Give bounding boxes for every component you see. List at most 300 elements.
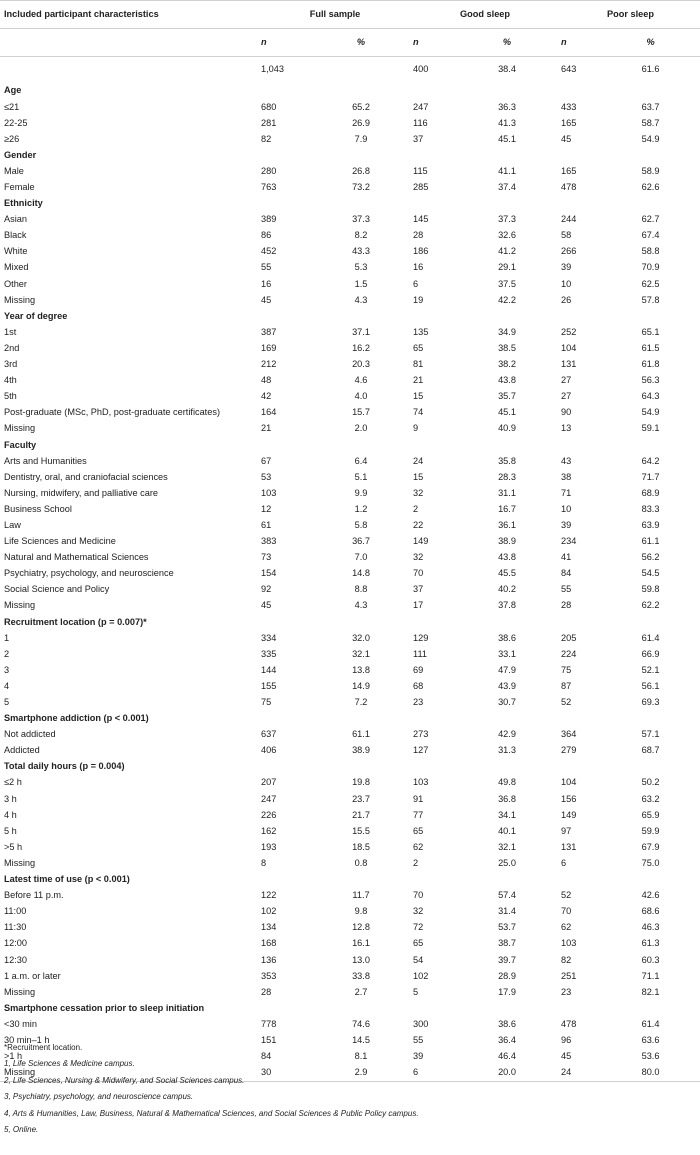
poor-n-cell: 96 xyxy=(561,1034,572,1045)
row-label: Arts and Humanities xyxy=(4,455,87,466)
table-row xyxy=(0,839,700,855)
poor-n-cell: 41 xyxy=(561,552,572,563)
full-pct-cell: 33.8 xyxy=(352,970,370,981)
full-pct-cell: 13.8 xyxy=(352,664,370,675)
empty-cell xyxy=(597,759,700,775)
good-n-cell: 129 xyxy=(413,632,429,643)
empty-cell xyxy=(557,1000,597,1016)
good-pct-cell: 39.7 xyxy=(498,954,516,965)
table-row xyxy=(0,598,700,614)
table-row xyxy=(0,357,700,373)
full-n-cell: 30 xyxy=(257,1065,309,1082)
empty-cell xyxy=(453,308,557,324)
poor-n-cell: 62 xyxy=(561,922,572,933)
good-n-cell: 32 xyxy=(413,906,424,917)
full-n-cell: 151 xyxy=(261,1034,277,1045)
full-n-cell: 169 xyxy=(261,342,277,353)
table-row xyxy=(0,791,700,807)
poor-n-cell: 55 xyxy=(561,584,572,595)
row-label: 5th xyxy=(4,391,17,402)
poor-pct-cell: 70.9 xyxy=(641,262,660,273)
good-n-cell: 300 xyxy=(413,1018,429,1029)
row-label: Psychiatry, psychology, and neuroscience xyxy=(4,568,174,579)
good-n-cell: 15 xyxy=(413,391,424,402)
poor-n-cell: 156 xyxy=(561,793,577,804)
section-header-row xyxy=(0,437,700,453)
row-label: 3 h xyxy=(4,793,17,804)
poor-pct-cell: 59.9 xyxy=(641,825,660,836)
full-pct-cell: 32.0 xyxy=(352,632,370,643)
total-row xyxy=(0,57,700,84)
good-pct-cell: 45.1 xyxy=(498,407,516,418)
poor-pct-cell: 83.3 xyxy=(641,503,660,514)
good-n-cell: 145 xyxy=(413,214,429,225)
table-row xyxy=(0,469,700,485)
poor-pct-cell: 63.2 xyxy=(641,793,660,804)
full-n-cell: 84 xyxy=(261,1051,272,1062)
poor-n-cell: 71 xyxy=(561,487,572,498)
full-n-cell: 8 xyxy=(261,857,267,868)
full-pct-cell: 7.0 xyxy=(354,552,368,563)
table-row xyxy=(0,582,700,598)
good-pct-cell: 37.3 xyxy=(498,214,516,225)
poor-n-cell: 224 xyxy=(561,648,577,659)
full-pct-cell: 15.7 xyxy=(352,407,370,418)
full-pct-cell: 16.2 xyxy=(352,342,370,353)
poor-pct-cell: 67.4 xyxy=(641,230,660,241)
section-label: Smartphone cessation prior to sleep initiation xyxy=(4,1002,205,1013)
empty-cell xyxy=(597,711,700,727)
good-pct-cell: 34.1 xyxy=(498,809,516,820)
section-header-row xyxy=(0,83,700,99)
poor-n-cell: 252 xyxy=(561,326,577,337)
empty-cell xyxy=(309,147,409,163)
good-n-cell: 54 xyxy=(413,954,424,965)
good-n-cell: 28 xyxy=(413,230,424,241)
good-n-cell: 149 xyxy=(413,536,429,547)
poor-n-cell: 234 xyxy=(561,536,577,547)
empty-cell xyxy=(257,1000,309,1016)
poor-n-cell: 70 xyxy=(561,906,572,917)
good-pct-cell: 38.6 xyxy=(498,1018,516,1029)
poor-pct-cell: 61.3 xyxy=(641,938,660,949)
full-n-cell: 144 xyxy=(261,664,277,675)
good-pct-cell: 57.4 xyxy=(498,890,516,901)
good-n-cell: 39 xyxy=(413,1051,424,1062)
full-pct-cell: 32.1 xyxy=(352,648,370,659)
table-row xyxy=(0,727,700,743)
table-row xyxy=(0,534,700,550)
table-footnotes xyxy=(4,1040,419,1138)
poor-n-cell: 52 xyxy=(561,890,572,901)
full-n-cell: 406 xyxy=(261,745,277,756)
poor-n-cell: 131 xyxy=(561,359,577,370)
good-pct-cell: 43.8 xyxy=(498,375,516,386)
row-label: Before 11 p.m. xyxy=(4,890,64,901)
row-label: Black xyxy=(4,230,27,241)
header-full-n: n xyxy=(257,29,309,57)
full-pct-cell: 7.2 xyxy=(354,697,368,707)
poor-n-cell: 643 xyxy=(561,64,577,75)
table-row xyxy=(0,389,700,405)
good-pct-cell: 40.9 xyxy=(498,423,516,434)
poor-pct-cell: 59.8 xyxy=(641,584,660,595)
full-n-cell: 281 xyxy=(261,117,277,128)
poor-n-cell: 39 xyxy=(561,519,572,530)
table-row xyxy=(0,743,700,759)
full-pct-cell: 19.8 xyxy=(352,777,370,788)
good-n-cell: 65 xyxy=(413,938,424,949)
section-label: Recruitment location (p = 0.007)* xyxy=(4,616,147,627)
poor-n-cell: 104 xyxy=(561,777,577,788)
row-label: 1 xyxy=(4,632,10,643)
full-n-cell: 134 xyxy=(261,922,277,933)
row-label: 3rd xyxy=(4,359,18,370)
table-row xyxy=(0,1016,700,1032)
good-pct-cell: 31.3 xyxy=(498,745,516,756)
poor-pct-cell: 61.4 xyxy=(641,1018,660,1029)
good-n-cell: 9 xyxy=(413,423,419,434)
good-pct-cell: 25.0 xyxy=(498,857,516,868)
empty-cell xyxy=(453,196,557,212)
full-pct-cell: 2.0 xyxy=(354,423,368,434)
good-pct-cell: 31.1 xyxy=(498,487,516,498)
empty-cell xyxy=(409,872,453,888)
row-label: 3 xyxy=(4,664,10,675)
poor-pct-cell: 56.1 xyxy=(641,680,660,691)
full-n-cell: 164 xyxy=(261,407,277,418)
good-pct-cell: 20.0 xyxy=(453,1065,557,1082)
empty-cell xyxy=(309,759,409,775)
good-n-cell: 5 xyxy=(413,986,419,997)
table-row xyxy=(0,212,700,228)
good-n-cell: 6 xyxy=(409,1065,453,1082)
table-row xyxy=(0,292,700,308)
good-pct-cell: 32.1 xyxy=(498,841,516,852)
poor-n-cell: 10 xyxy=(561,278,572,289)
row-label: Dentistry, oral, and craniofacial sciences xyxy=(4,471,168,482)
poor-n-cell: 205 xyxy=(561,632,577,643)
section-label: Year of degree xyxy=(4,310,68,321)
poor-n-cell: 279 xyxy=(561,745,577,756)
good-n-cell: 55 xyxy=(413,1034,424,1045)
full-n-cell: 45 xyxy=(261,600,272,611)
full-pct-cell: 6.4 xyxy=(354,455,368,466)
good-n-cell: 273 xyxy=(413,729,429,740)
empty-cell xyxy=(309,1000,409,1016)
empty-cell xyxy=(409,711,453,727)
row-label: Asian xyxy=(4,214,27,225)
good-n-cell: 70 xyxy=(413,890,424,901)
full-n-cell: 335 xyxy=(261,648,277,659)
table-row xyxy=(0,984,700,1000)
full-n-cell: 61 xyxy=(261,519,272,530)
table-row xyxy=(0,324,700,340)
table-row xyxy=(0,952,700,968)
full-pct-cell: 38.9 xyxy=(352,745,370,756)
good-pct-cell: 53.7 xyxy=(498,922,516,933)
row-label: ≤2 h xyxy=(4,777,22,788)
full-n-cell: 637 xyxy=(261,729,277,740)
table-row xyxy=(0,566,700,582)
full-pct-cell: 4.6 xyxy=(354,375,368,386)
table-row xyxy=(0,244,700,260)
good-n-cell: 135 xyxy=(413,326,429,337)
poor-n-cell: 97 xyxy=(561,825,572,836)
good-n-cell: 116 xyxy=(413,117,428,128)
full-n-cell: 212 xyxy=(261,359,277,370)
full-n-cell: 102 xyxy=(261,906,277,917)
good-pct-cell: 36.3 xyxy=(498,101,516,112)
poor-n-cell: 38 xyxy=(561,471,572,482)
poor-pct-cell: 61.5 xyxy=(641,342,660,353)
poor-n-cell: 433 xyxy=(561,101,577,112)
good-pct-cell: 38.7 xyxy=(498,938,516,949)
row-label: Post-graduate (MSc, PhD, post-graduate certificates) xyxy=(4,407,221,418)
row-label: Male xyxy=(4,165,24,176)
good-n-cell: 37 xyxy=(413,584,424,595)
good-n-cell: 111 xyxy=(413,648,427,659)
table-row xyxy=(0,501,700,517)
table-body xyxy=(0,57,700,1082)
header-poor-pct: % xyxy=(597,29,700,57)
row-label: 4th xyxy=(4,375,17,386)
good-n-cell: 102 xyxy=(413,970,429,981)
poor-n-cell: 478 xyxy=(561,182,577,192)
table-row xyxy=(0,662,700,678)
table-row xyxy=(0,888,700,904)
full-n-cell: 122 xyxy=(261,890,277,901)
row-label: 4 h xyxy=(4,809,17,820)
poor-pct-cell: 61.1 xyxy=(641,536,660,547)
table-row xyxy=(0,373,700,389)
table-row xyxy=(0,936,700,952)
good-pct-cell: 38.5 xyxy=(498,342,516,353)
empty-cell xyxy=(309,196,409,212)
row-label: Missing xyxy=(4,294,36,305)
full-pct-cell: 2.9 xyxy=(309,1065,409,1082)
good-n-cell: 127 xyxy=(413,745,429,756)
good-n-cell: 2 xyxy=(413,503,419,514)
section-label: Faculty xyxy=(4,439,37,450)
full-n-cell: 207 xyxy=(261,777,277,788)
good-n-cell: 19 xyxy=(413,294,424,305)
good-n-cell: 32 xyxy=(413,487,424,498)
row-label: ≥26 xyxy=(4,133,20,144)
good-pct-cell: 16.7 xyxy=(498,503,516,514)
empty-cell xyxy=(409,437,453,453)
empty-cell xyxy=(309,437,409,453)
poor-n-cell: 45 xyxy=(561,133,572,144)
good-n-cell: 65 xyxy=(413,825,424,836)
row-label: 2nd xyxy=(4,342,20,353)
full-pct-cell: 8.1 xyxy=(354,1051,368,1062)
good-n-cell: 74 xyxy=(413,407,424,418)
poor-n-cell: 165 xyxy=(561,165,577,176)
full-n-cell: 168 xyxy=(261,938,277,949)
poor-pct-cell: 54.9 xyxy=(641,133,660,144)
full-pct-cell: 23.7 xyxy=(352,793,370,804)
section-header-row xyxy=(0,759,700,775)
full-n-cell: 155 xyxy=(261,680,277,691)
header-poor-n: n xyxy=(557,29,597,57)
full-pct-cell: 12.8 xyxy=(352,922,370,933)
table-row xyxy=(0,453,700,469)
full-n-cell: 389 xyxy=(261,214,277,225)
full-pct-cell: 43.3 xyxy=(352,246,370,257)
full-n-cell: 353 xyxy=(261,970,277,981)
full-n-cell: 21 xyxy=(261,423,272,434)
full-pct-cell: 26.9 xyxy=(352,117,370,128)
full-n-cell: 383 xyxy=(261,536,277,547)
full-pct-cell: 73.2 xyxy=(352,182,370,192)
good-pct-cell: 32.6 xyxy=(498,230,516,241)
row-label: Natural and Mathematical Sciences xyxy=(4,552,149,563)
empty-cell xyxy=(597,614,700,630)
poor-pct-cell: 80.0 xyxy=(597,1065,700,1082)
good-pct-cell: 40.2 xyxy=(498,584,516,595)
empty-cell xyxy=(557,872,597,888)
poor-n-cell: 45 xyxy=(561,1051,572,1062)
poor-pct-cell: 65.1 xyxy=(641,326,660,337)
header-full-sample: Full sample xyxy=(257,1,409,29)
table-row xyxy=(0,646,700,662)
good-pct-cell: 46.4 xyxy=(498,1051,516,1062)
table-row xyxy=(0,180,700,196)
full-pct-cell: 18.5 xyxy=(352,841,370,852)
poor-n-cell: 13 xyxy=(561,423,572,434)
good-n-cell: 65 xyxy=(413,342,424,353)
poor-n-cell: 104 xyxy=(561,342,577,353)
good-pct-cell: 42.9 xyxy=(498,729,516,740)
poor-pct-cell: 54.9 xyxy=(641,407,660,418)
section-header-row xyxy=(0,196,700,212)
poor-n-cell: 90 xyxy=(561,407,572,418)
empty-cell xyxy=(453,147,557,163)
poor-pct-cell: 68.9 xyxy=(641,487,660,498)
poor-pct-cell: 62.5 xyxy=(641,278,660,289)
poor-pct-cell: 62.7 xyxy=(641,214,660,225)
empty-cell xyxy=(557,83,597,99)
empty-cell xyxy=(257,196,309,212)
good-n-cell: 15 xyxy=(413,471,424,482)
poor-pct-cell: 58.7 xyxy=(641,117,660,128)
poor-pct-cell: 56.3 xyxy=(641,375,660,386)
good-pct-cell: 38.4 xyxy=(498,64,516,75)
good-pct-cell: 28.3 xyxy=(498,471,516,482)
full-n-cell: 86 xyxy=(261,230,272,241)
full-n-cell: 334 xyxy=(261,632,277,643)
table-row xyxy=(0,807,700,823)
poor-pct-cell: 71.1 xyxy=(641,970,660,981)
table-row xyxy=(0,341,700,357)
full-pct-cell: 16.1 xyxy=(352,938,370,949)
table-row xyxy=(0,968,700,984)
full-pct-cell: 37.3 xyxy=(352,214,370,225)
poor-pct-cell: 66.9 xyxy=(641,648,660,659)
full-pct-cell: 26.8 xyxy=(352,165,370,176)
poor-pct-cell: 59.1 xyxy=(641,423,660,434)
section-label: Ethnicity xyxy=(4,198,43,209)
table-row xyxy=(0,678,700,694)
header-good-pct: % xyxy=(453,29,557,57)
empty-cell xyxy=(557,711,597,727)
full-pct-cell: 21.7 xyxy=(352,809,370,820)
empty-cell xyxy=(453,83,557,99)
empty-cell xyxy=(557,196,597,212)
good-n-cell: 103 xyxy=(413,777,429,788)
good-pct-cell: 30.7 xyxy=(498,697,516,707)
table-row xyxy=(0,276,700,292)
good-pct-cell: 38.6 xyxy=(498,632,516,643)
row-label: <30 min xyxy=(4,1018,37,1029)
row-label: >1 h xyxy=(4,1051,23,1062)
row-label: Female xyxy=(4,182,35,192)
full-n-cell: 48 xyxy=(261,375,272,386)
row-label: Missing xyxy=(4,986,36,997)
full-n-cell: 226 xyxy=(261,809,277,820)
full-pct-cell: 11.7 xyxy=(352,890,370,901)
full-n-cell: 45 xyxy=(261,294,272,305)
row-label: 30 min–1 h xyxy=(4,1034,50,1045)
table-row xyxy=(0,131,700,147)
header-row-subcolumns xyxy=(0,29,700,57)
empty-cell xyxy=(257,308,309,324)
full-n-cell: 67 xyxy=(261,455,272,466)
good-n-cell: 62 xyxy=(413,841,424,852)
poor-pct-cell: 58.8 xyxy=(641,246,660,257)
full-n-cell: 16 xyxy=(261,278,272,289)
poor-pct-cell: 69.3 xyxy=(641,697,660,707)
full-pct-cell: 9.9 xyxy=(354,487,368,498)
row-label: ≤21 xyxy=(4,101,20,112)
good-n-cell: 68 xyxy=(413,680,424,691)
section-label: Latest time of use (p < 0.001) xyxy=(4,874,130,885)
poor-n-cell: 149 xyxy=(561,809,577,820)
full-n-cell: 55 xyxy=(261,262,272,273)
full-pct-cell: 13.0 xyxy=(352,954,370,965)
poor-pct-cell: 54.5 xyxy=(641,568,660,579)
poor-pct-cell: 63.6 xyxy=(641,1034,660,1045)
good-pct-cell: 38.2 xyxy=(498,359,516,370)
good-n-cell: 16 xyxy=(413,262,424,273)
table-row xyxy=(0,904,700,920)
row-label: 12:30 xyxy=(4,954,27,965)
header-full-pct: % xyxy=(309,29,409,57)
full-pct-cell: 14.5 xyxy=(352,1034,370,1045)
row-label: Other xyxy=(4,278,27,289)
row-label: Business School xyxy=(4,503,72,514)
row-label: 11:00 xyxy=(4,906,27,917)
good-pct-cell: 35.8 xyxy=(498,455,516,466)
full-pct-cell: 5.8 xyxy=(354,519,368,530)
good-n-cell: 285 xyxy=(413,182,429,192)
full-pct-cell: 1.2 xyxy=(354,503,368,514)
table-row xyxy=(0,823,700,839)
table-row xyxy=(0,485,700,501)
good-pct-cell: 38.9 xyxy=(498,536,516,547)
empty-cell xyxy=(409,308,453,324)
full-pct-cell: 65.2 xyxy=(352,101,370,112)
footnote: *Recruitment location. xyxy=(4,1043,83,1052)
empty-cell xyxy=(557,147,597,163)
good-pct-cell: 35.7 xyxy=(498,391,516,402)
good-pct-cell: 36.8 xyxy=(498,793,516,804)
poor-n-cell: 165 xyxy=(561,117,577,128)
footnote: 4, Arts & Humanities, Law, Business, Natural & Mathematical Sciences, and Social Sciences & Public Policy campus. xyxy=(4,1108,419,1118)
good-n-cell: 32 xyxy=(413,552,424,563)
good-pct-cell: 45.1 xyxy=(498,133,516,144)
